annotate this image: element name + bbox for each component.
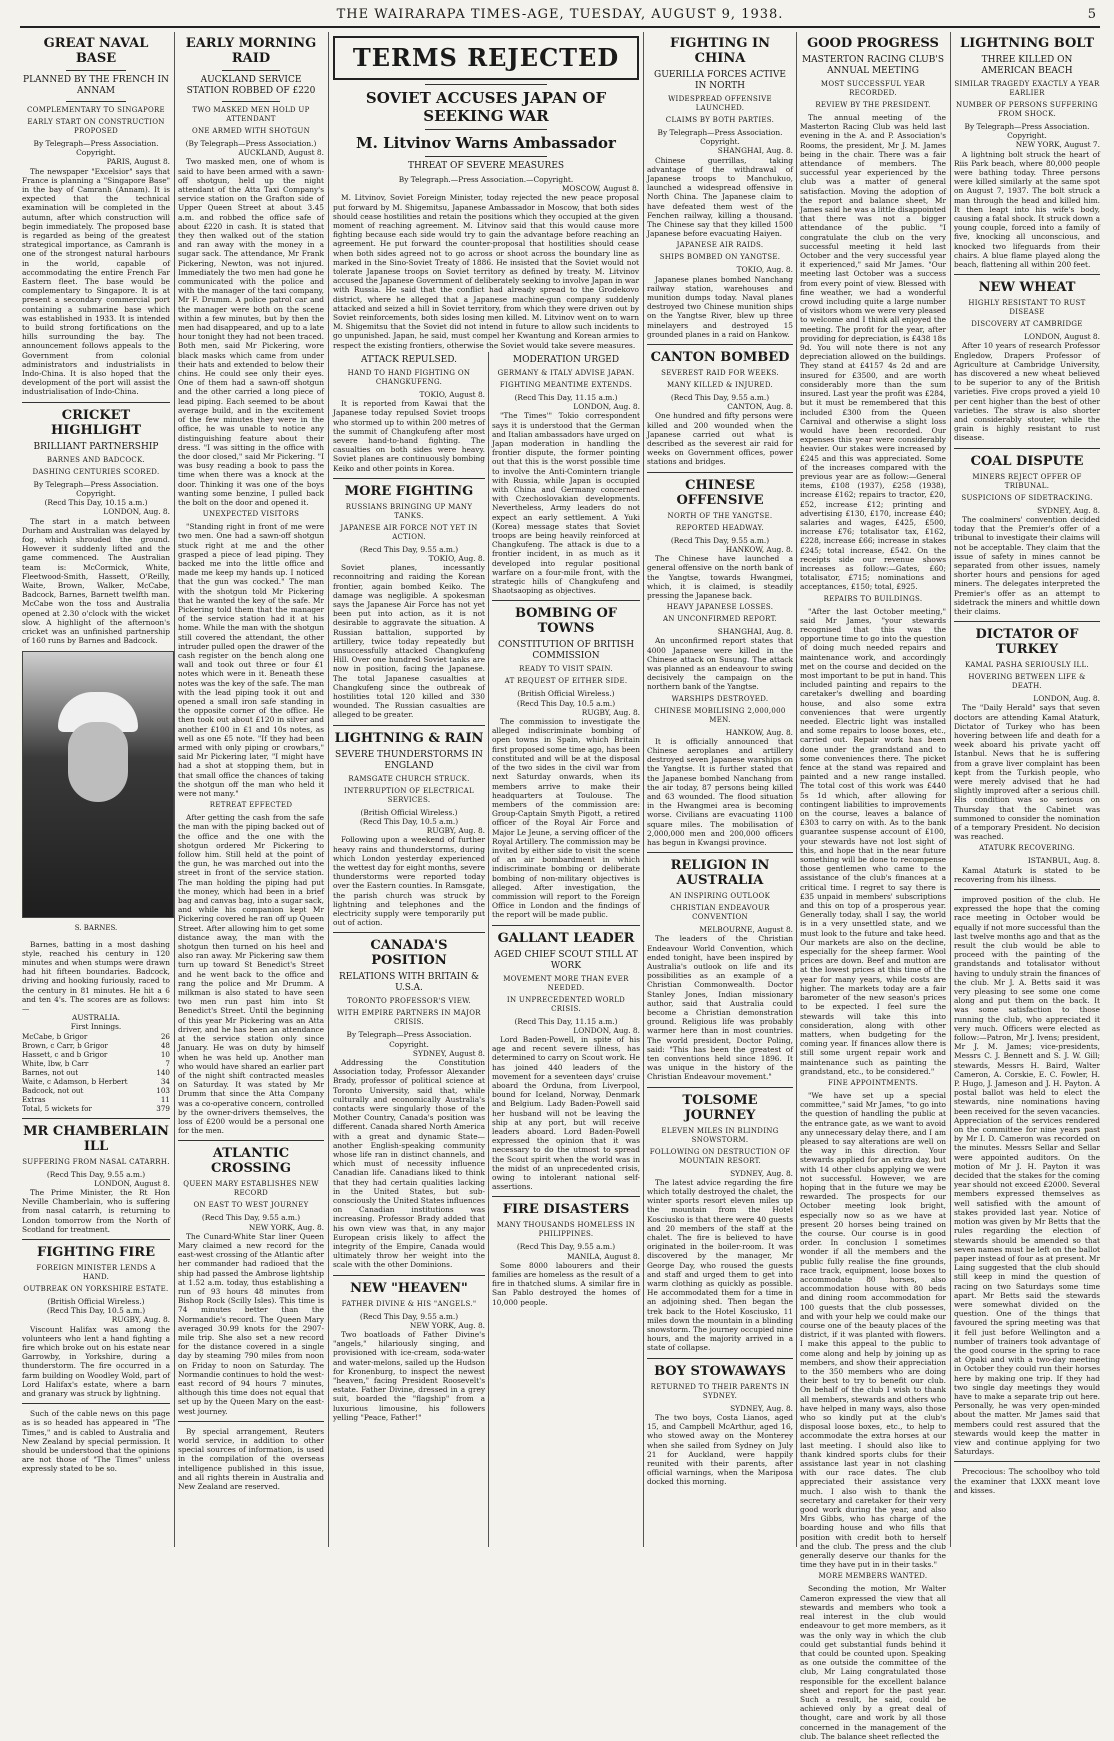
article-body: Chinese guerrillas, taking advantage of the withdrawal of Japanese troops to Manchukuo, launched a widespread offensive in North China. The Japanese claim to have defeated them west of the Fenchen railway, killing a thousand. The Chinese say that they killed 1500 Japanese before evacuating Haiyen.: [647, 155, 793, 239]
article-subhead: CHRISTIAN ENDEAVOUR CONVENTION: [670, 904, 770, 922]
article-subhead: TWO MASKED MEN HOLD UP ATTENDANT: [192, 106, 310, 123]
dateline: RUGBY, Aug. 8.: [426, 826, 485, 836]
dateline: HANKOW, Aug. 8.: [725, 727, 793, 737]
section-subhead: HEAVY JAPANESE LOSSES.: [666, 603, 774, 612]
table-row: Brown, c Carr, b Grigor 48: [22, 1040, 170, 1050]
article-subhead: RELATIONS WITH BRITAIN & U.S.A.: [339, 972, 479, 994]
article-body: "We have set up a special committee," said Mr James, "to go into the question of handling the public at the entrance gate, as we want to avoid any unnecessary delay there, and I am pleased to say alterations are well on the way in this direction. Your stewards applied for an extra day, but with 14 other clubs applying we were not successful. However, we are hoping that in the future we may be rewarded. The prospects for our October meeting look bright, especially now so as we have at present 20 horses being trained on the course. Our course is in good order. In conclusion I sometimes wonder if all the members and the public fully realise the fine grounds, race track, equipment, loose boxes to accommodate 80 horses, also accommodation house with 80 beds and dining room accommodation for 100 guests that the club possesses, and with your help we could make our course one of the beauty places of the district, if it was planted with flowers. I make this appeal to the public to come along and help by joining up as members, and show their appreciation to the 350 members who are doing their best to try to benefit our club. On behalf of the club I wish to thank all members, stewards and others who have helped in many ways, also those who so kindly put at the club's disposal loose boxes, etc., to help to accommodate the extra horses at our last meeting. I should also like to thank kindred sports clubs for their assistance last year in not clashing with our race dates. The club appreciated their assistance very much. I also wish to thank the secretary and caretaker for their very good work during the year, and also Mrs Gibbs, who has charge of the boarding house and who fills that position with credit both to herself and the club. The press and the club generally deserve our thanks for the time they have put in in their tasks.": [800, 1090, 946, 1570]
article-body: The commission to investigate the alleged indiscriminate bombing of open towns in Spain, which Britain first proposed some time ago, has been constituted and will be at the disposal of the two sides in the civil war from next Saturday onwards, when its members arrive to make their headquarters at Toulouse. The members of the commission are: Group-Captain Smyth Pigott, a retired officer of the Royal Air Force and Major Le Jeune, a serving officer of the Royal Artillery. The commission may be invited by either side to visit the scene of an air bombardment in which indiscriminate bombing or deliberate bombing of non-military objectives is alleged. After investigation, the commission will report to the Foreign Office in London and the findings of the report will be made public.: [492, 717, 640, 920]
dateline: LONDON, Aug. 8.: [573, 402, 640, 412]
dateline: PARIS, August 8.: [106, 157, 170, 167]
article-headline: CRICKET HIGHLIGHT: [50, 407, 142, 438]
column-rule: [950, 32, 951, 1547]
dateline: SYDNEY, Aug. 8.: [730, 1168, 793, 1178]
article-body: "After the last October meeting," said Mr James, "your stewards recognised that this was the opportune time to go into the question of doing much needed repairs and maintenance work, and accordingly met on the course and decided on the most important to be put in hand. This included painting and repairs to the caretaker's dwelling and boarding house, and also some extra conveniences that were urgently needed. Electric light was installed and some repairs to loose boxes, etc., carried out. Repair work has been done under the grandstand and to some conveniences there. The picket fence at the stand was repaired and painted and a new range installed. The total cost of this work was £440 5s 1d which, after allowing for contingent liabilities to improvements on the course, leaves a balance of £303 to carry on with. As to the bank guarantee suspense account of £100, your stewards have not lost sight of this, and hope that in the near future something will be done to recompense those gentlemen who came to the assistance of the club's finances at a critical time. I regret to say there is £35 unpaid in members' subscriptions and this on top of a prosperous year. Generally today, shall I say, the world is in a very unsettled state, and we must look to the future and take heed. Our markets are also on the decline, especially for the sheep farmer. Wool prices are down. Beef and mutton are at the lowest prices at this time of the year for many years, while costs are higher. The markets today are a fair barometer of the new season's prices to be expected. I feel sure the stewards will take this into consideration, along with other matters, when budgeting for the coming year. If finances allow there is still some urgent repair work and maintenance such as painting the grandstand, etc., to be considered.": [800, 606, 946, 1076]
article-subhead: WITH EMPIRE PARTNERS IN MAJOR CRISIS.: [337, 1009, 481, 1027]
article-subhead: READY TO VISIT SPAIN.: [519, 665, 613, 674]
article-subhead: AUCKLAND SERVICE STATION ROBBED OF £220: [186, 75, 316, 96]
article-subhead: FIGHTING MEANTIME EXTENDS.: [499, 381, 633, 389]
article-headline: CHINESE OFFENSIVE: [676, 477, 764, 508]
received-time: (Recd This Day, 11.15 a.m.): [514, 1016, 618, 1026]
byline: (By Telegraph—Press Association.): [185, 139, 317, 148]
article-body: The annual meeting of the Masterton Racing Club was held last evening in the A. and P. Association's Rooms, the president, Mr J. M. James being in the chair. There was a fair attendance of members. The successful year experienced by the club was a matter of general satisfaction. Moving the adoption of the report and balance sheet, Mr James said he was a little disappointed that there was not a bigger attendance of the public. "I congratulate the club on the very successful meeting it held last October and the very successful year it experienced," said Mr James. "Our meeting last October was a success from every point of view. Blessed with fine weather, we had a wonderful crowd including quite a large number of visitors whom we were very pleased to welcome and I think all enjoyed the meeting. The profit for the year, after providing for depreciation, is £438 18s 9d. You will note there is not any depreciation allowed on the buildings. They stand at £4157 4s 2d and are insured for £3500, and are worth considerably more than the sum insured. Last year the profit was £284, but it must be remembered that this included £300 from the Queen Carnival and otherwise a slight loss would have been recorded. Our expenses this year were considerably heavier. Our stakes were increased by £245 and this was appreciated. Some of the increases compared with the previous year are as follow:—General items, £108 (1937), £258 (1938), increase £162; repairs to tractor, £20, £52, increase £12; printing and advertising £130, £170, increase £40; salaries and wages, £425, £500, increase £76; totalisator tax, £162, £228, increase £66; increase in stakes £245; total increase, £542. On the receipts side our revenue shows increases as follow:—Gates, £60; totalisator, £715; nominations and acceptances, £150; total, £925.: [800, 113, 947, 592]
article-subhead: TORONTO PROFESSOR'S VIEW.: [347, 997, 471, 1006]
article-subhead: IN UNPRECEDENTED WORLD CRISIS.: [506, 995, 626, 1013]
dateline: ISTANBUL, Aug. 8.: [1027, 856, 1100, 866]
article-subhead: SEVERE THUNDERSTORMS IN ENGLAND: [335, 749, 483, 771]
received-time: (Recd This Day, 9.55 a.m.): [359, 544, 459, 554]
section-subhead: CHINESE MOBILISING 2,000,000 MEN.: [654, 706, 786, 724]
newspaper-title: THE WAIRARAPA TIMES-AGE, TUESDAY, AUGUST 9, 1938.: [336, 7, 784, 22]
article-subhead: NORTH OF THE YANGTSE.: [667, 511, 773, 520]
article-body: The "Daily Herald" says that seven doctors are attending Kamal Ataturk, Dictator of Turkey who has been hovering between life and death for a week aboard his private yacht off Istanbul. News that he is suffering from a grave liver complaint has been kept from the Turkish people, who were merely advised that he had slightly improved after a serious chill. His condition was so serious on Thursday that the Cabinet was summoned to consider the nomination of a temporary President. No decision was reached.: [954, 703, 1100, 842]
received-time: (Recd This Day, 9.55 a.m.): [201, 1213, 301, 1223]
dateline: LONDON, Aug. 8.: [573, 1025, 640, 1035]
dateline: SYDNEY, Aug. 8.: [730, 1403, 793, 1413]
article-subhead: REPORTED HEADWAY.: [675, 523, 765, 532]
article-body: Lord Baden-Powell, in spite of his age and recent severe illness, has determined to carry on Scout work. He has joined 440 leaders of the movement for a seventeen days' cruise aboard the Orduna, from Liverpool, bound for Iceland, Norway, Denmark and Belgium. Lady Baden-Powell said her husband will not be leaving the ship at any port, but will receive leaders aboard. Lord Baden-Powell expressed the opinion that it was necessary to do the utmost to spread the Scout spirit when the world was in the midst of an unprecedented crisis, owing to intolerant national self-assertions.: [492, 1034, 640, 1192]
table-row: Waite, c Adamson, b Herbert 34: [22, 1076, 170, 1086]
lead-headline: TERMS REJECTED: [333, 36, 639, 80]
article-subhead: SIMILAR TRAGEDY EXACTLY A YEAR EARLIER: [954, 80, 1100, 97]
article-subhead: MOVEMENT MORE THAN EVER NEEDED.: [503, 974, 629, 992]
article-headline: COAL DISPUTE: [970, 453, 1084, 469]
article-subhead: HOVERING BETWEEN LIFE & DEATH.: [968, 673, 1086, 691]
dateline: RUGBY, Aug. 8.: [581, 707, 640, 717]
byline: By Telegraph—Press Association. Copyright.: [964, 122, 1090, 141]
article-body: The newspaper "Excelsior" says that France is planning a "Singapore Base" in the bay of Camranh (Annam). It is expected that the technical examination will be completed in the autumn, after which construction will begin immediately. The proposed base is regarded as being of the greatest strategical importance, as Camranh is one of the strongest natural harbours in the world, capable of accommodating the entire French Far Eastern fleet. The base would be complementary to Singapore. It is at present a secondary commercial port containing a submarine base which was established in 1933. It is intended to build strong fortifications on the hills surrounding the bay. The announcement follows appeals to the Government from colonial administrators and industrialists in Indo-China. It is also hoped that the development of the port will assist the industrialisation of Indo-China.: [22, 166, 170, 397]
scorecard: [22, 1032, 170, 1113]
table-row: McCabe, b Grigor 26: [22, 1031, 170, 1041]
article-subhead: BRILLIANT PARTNERSHIP: [33, 441, 159, 452]
dateline: LONDON, Aug. 8.: [1033, 694, 1100, 704]
article-subhead: AN INSPIRING OUTLOOK: [669, 892, 771, 901]
article-body: "The Times'" Tokio correspondent says it is understood that the German and Italian ambassadors have urged on Japan moderation in handling the frontier dispute, the former pointing out that this is the worst possible time to involve the Anti-Comintern triangle with Russia, while Japan is occupied with China and Germany concerned with Czechoslovakian developments. Nevertheless, Army leaders do not expect an early settlement. A Yuki (Korea) message states that Soviet troops are being heavily reinforced at Changkufeng. The attack is due to a frontier incident, in as much as it developed into regular positional warfare on a four-mile front, with the strategic hills of Changkufeng and Shaotsaoping as objectives.: [492, 411, 640, 596]
article-subhead: MANY THOUSANDS HOMELESS IN PHILIPPINES.: [496, 1221, 636, 1239]
article-headline: BOMBING OF TOWNS: [514, 606, 618, 637]
article-headline: TOLSOME JOURNEY: [682, 1092, 758, 1123]
dateline: TOKIO, August 8.: [419, 390, 485, 399]
section-subhead: RETREAT EFFECTED: [209, 801, 293, 810]
scorecard-innings: First Innings.: [70, 1022, 122, 1032]
article-body: Following upon a weekend of further heavy rains and thunderstorms, during which London yesterday experienced the wettest day for eight months, severe thunderstorms were reported today over the Eastern counties. In Ramsgate, the parish church was struck by lightning and telephones and the electricity supply were temporarily put out of action.: [333, 835, 485, 928]
article-subhead: SEVEREST RAID FOR WEEKS.: [661, 369, 779, 378]
article-subhead: NUMBER OF PERSONS SUFFERING FROM SHOCK.: [956, 101, 1098, 118]
received-time: (Recd This Day, 9.55 a.m.): [516, 1242, 616, 1252]
article-headline: FIGHTING IN CHINA: [670, 36, 770, 66]
byline: By Telegraph—Press Association. Copyright.: [346, 1030, 472, 1049]
article-subhead: AGED CHIEF SCOUT STILL AT WORK: [494, 949, 638, 971]
article-subhead: ELEVEN MILES IN BLINDING SNOWSTORM.: [661, 1126, 779, 1144]
article-body: The start in a match between Durham and Australian was delayed by fog, which shrouded the ground. However it suddenly lifted and the game commenced. The Australian team is: McCormick, White, Fleetwood-Smith, Hassett, O'Reilly, Waite, Brown, Walker, McCabe, Badcock, Barnes, Barnett twelfth man. McCabe won the toss and Australia opened at 2.30 o'clock with the wicket slow. A highlight of the afternoon's cricket was an unfinished partnership of 160 runs by Barnes and Badcock.: [22, 516, 170, 646]
dateline: CANTON, Aug. 8.: [727, 402, 793, 412]
section-subhead: JAPANESE AIR RAIDS.: [676, 241, 764, 250]
article-subhead: GERMANY & ITALY ADVISE JAPAN.: [497, 369, 635, 377]
article-body: Viscount Halifax was among the volunteers who lent a hand fighting a fire which broke out on his estate near Garrowby, in Yorkshire, during a thunderstorm. The fire occurred in a farm building on Woodley Wold, part of Lord Halifax's estate, where a barn and granary was struck by lightning.: [22, 1324, 170, 1399]
article-body: improved position of the club. He expressed the hope that the coming race meeting in October would be equally if not more successful than the last twelve months ago and that as the result the club would be able to proceed with the painting of the grandstands and totalisator without having to unduly strain the finances of the club. Mr J. A. Betts said it was very pleasing to see some one come along and put them on the back. It was some satisfaction to those running the club, who appreciated it very much. Officers were elected as follow:—Patron, Mr J. Ivens; president, Mr J. M. James; vice-presidents, Messrs C. J. Bennett and S. J. W. Gill; stewards, Messrs H. Baird, Walter Cameron, A. Corskie, E. C. Fowler, H. P. Hugo, J. Jameson and J. H. Payton. A postal ballot was held to elect the stewards, nine nominations having been received for the seven vacancies. Appreciation of the services rendered on the committee for nine years past by Mr I. D. Cameron was recorded on the minutes. Messrs Sellar and Sellar were appointed auditors. On the motion of Mr J. H. Payton it was decided that the stakes for the coming year should not exceed £2000. Several members expressed themselves as well satisfied with the amount of stakes provided last year. Notice of motion was given by Mr Betts that the rules regarding the election of stewards should be amended so that seven names must be left on the ballot paper instead of four as at present. Mr Laing suggested that the club should still keep in mind the question of racing on two Saturdays some time apart. Mr Betts said the stewards were somewhat divided on the question. One of the things that favoured the spring meeting was that it fell just before Wellington and a number of trainers took advantage of the good course in the spring to race at Opaki and with a two-day meeting in October they could run their horses here by making one trip. If they had two single day meetings they would have to make a separate trip out here. Personally, he was very open-minded about the matter. Mr James said that members could rest assured that the stewards would keep the matter in view and continue applying for two Saturdays.: [954, 894, 1100, 1457]
article-headline: LIGHTNING BOLT: [959, 36, 1095, 51]
dateline: AUCKLAND, August 8.: [238, 148, 324, 158]
section-subhead: UNEXPECTED VISITORS: [202, 510, 300, 519]
photo-caption: S. BARNES.: [74, 924, 118, 933]
received-time: (Recd This Day, 10.5 a.m.): [359, 816, 459, 826]
scorecard-team: AUSTRALIA.: [72, 1013, 120, 1023]
article-body: The two boys, Costa Lianos, aged 15, and Campbell McArthur, aged 16, who stowed away on the Monterey when she sailed from Sydney on July 21 for Auckland, were happily reunited with their parents, after official warnings, when the Mariposa docked this morning.: [647, 1412, 793, 1487]
dateline: RUGBY, Aug. 8.: [111, 1315, 170, 1325]
lead-subhead: SOVIET ACCUSES JAPAN OF SEEKING WAR: [365, 89, 607, 125]
article-body: An unconfirmed report states that 4000 Japanese were killed in the Chinese attack on Susung. The attack was planned as an endeavour to swing decisively the campaign on the northern bank of the Yangtse.: [647, 636, 793, 692]
table-row: Hassett, c and b Grigor 10: [22, 1049, 170, 1059]
dateline: NEW YORK, August 7.: [1015, 140, 1100, 150]
article-headline: ATLANTIC CROSSING: [210, 1146, 292, 1177]
dateline: MOSCOW, August 8.: [561, 184, 639, 194]
article-subhead: FOREIGN MINISTER LENDS A HAND.: [36, 1264, 156, 1281]
article-body: The leaders of the Christian Endeavour World Convention, which ended tonight, have been inspired by Australia's outlook on life and its possibilities as an example of a Christian Commonwealth. Doctor Stanley Jones, Indian missionary author, said that Australia could become a Christian demonstration ground. Religious life was probably warmer here than in most countries. The world president, Doctor Poling, said: "This has been the greatest of ten conventions held since 1896. It was unique in the history of the Christian Endeavour movement.": [647, 934, 793, 1082]
article-body: One hundred and fifty persons were killed and 200 wounded when the Japanese carried out what is described as the severest air raid for weeks on Government offices, power stations and bridges.: [647, 411, 793, 467]
column-4: [492, 352, 640, 1547]
page-number: 5: [1087, 7, 1096, 22]
section-subhead: MORE MEMBERS WANTED.: [818, 1572, 928, 1581]
player-photo: [22, 651, 174, 918]
lead-subhead-2: M. Litvinov Warns Ambassador: [356, 134, 616, 152]
article-headline: RELIGION IN AUSTRALIA: [670, 858, 770, 889]
table-row: Barnes, not out 140: [22, 1067, 170, 1077]
received-time: (Recd This Day, 10.5 a.m.): [46, 1306, 146, 1316]
dateline: MANILA, August 8.: [567, 1251, 640, 1261]
article-body: It is reported from Kawai that the Japanese today repulsed Soviet troops who stormed up to within 200 metres of the summit of Changkufeng after most severe hand-to-hand fighting. The casualties on both sides were heavy. Soviet planes are continuously bombing Keiko and other points in Korea.: [333, 399, 485, 473]
article-subhead: PLANNED BY THE FRENCH IN ANNAM: [23, 75, 169, 96]
dateline: SHANGHAI, Aug. 8.: [717, 627, 793, 637]
article-headline: FIGHTING FIRE: [37, 1245, 155, 1260]
byline: By Telegraph.—Press Association.—Copyright.: [398, 175, 574, 184]
article-body: Some 8000 labourers and their families are homeless as the result of a fire in thatched slums. A similar fire in San Pablo destroyed the homes of 10,000 people.: [492, 1260, 640, 1307]
received-time: (Recd This Day, 9.55 a.m.): [359, 1311, 459, 1321]
article-headline: GOOD PROGRESS: [807, 36, 939, 51]
article-headline: EARLY MORNING RAID: [185, 36, 317, 66]
article-subhead: QUEEN MARY ESTABLISHES NEW RECORD: [183, 1180, 319, 1198]
table-row: Total, 5 wickets for 379: [22, 1103, 170, 1113]
filler-note: Precocious: The schoolboy who told the examiner that LXXX meant love and kisses.: [954, 1467, 1100, 1495]
article-headline: GREAT NAVAL BASE: [43, 36, 149, 66]
article-body: It is officially announced that Chinese aeroplanes and artillery destroyed seven Japanese warships on the Yangtse. It is further stated that the Japanese bombed Nanchang from the air today, 87 persons being killed and 63 wounded. The flood situation in the Hwangmei area is becoming worse. Civilians are evacuating 1100 square miles. The mobilisation of 2,000,000 men and 200,000 officers has begun in Kwangsi province.: [647, 736, 793, 847]
article-body: Seconding the motion, Mr Walter Cameron expressed the view that all stewards and members who took a real interest in the club would endeavour to get more members, as it was the only way in which the club could get substantial funds behind it that could be counted upon. Speaking as one outside the committee of the club, Mr Laing congratulated those responsible for the excellent balance sheet and report for the past year. Such a result, he said, could be achieved only by a great deal of thought, care and work by all those concerned in the management of the club. The balance sheet reflected the: [800, 1584, 946, 1741]
article-body: The Chinese have launched a general offensive on the north bank of the Yangtse, towards Hwangmei, which, it is claimed, is steadily pressing the Japanese back.: [647, 554, 793, 600]
article-subhead: INTERRUPTION OF ELECTRICAL SERVICES.: [344, 786, 474, 804]
article-headline: BOY STOWAWAYS: [654, 1363, 786, 1379]
article-subhead: RAMSGATE CHURCH STRUCK.: [348, 774, 470, 783]
article-subhead: MASTERTON RACING CLUB'S ANNUAL MEETING: [801, 55, 945, 76]
column-2: [178, 32, 324, 1547]
article-body: After 10 years of research Professor Engledow, Drapers Professor of Agriculture at Cambridge University, has discovered a new wheat believed to be superior to any of the British varieties. Five crops proved a yield 10 per cent higher than the best of other varieties. The straw is also shorter and considerably stouter, while the grain is highly resistant to rust disease.: [954, 341, 1100, 443]
article-headline: MORE FIGHTING: [344, 483, 474, 499]
article-subhead: MOST SUCCESSFUL YEAR RECORDED.: [820, 80, 926, 97]
article-headline: NEW "HEAVEN": [350, 1280, 468, 1296]
byline: By Telegraph—Press Association. Copyright.: [33, 479, 159, 498]
dateline: NEW YORK, Aug. 8.: [248, 1222, 324, 1232]
dateline: NEW YORK, Aug. 8.: [409, 1320, 485, 1330]
article-subhead: WIDESPREAD OFFENSIVE LAUNCHED.: [668, 95, 772, 112]
article-body: The Prime Minister, the Rt Hon Neville Chamberlain, who is suffering from nasal catarrh, is returning to London tomorrow from the North of Scotland for treatment.: [22, 1187, 170, 1234]
dateline: LONDON, August 8.: [94, 1178, 170, 1188]
column-rule: [328, 32, 329, 1547]
article-body: After getting the cash from the safe the man with the piping backed out of the office and the one with the shotgun ordered Mr Pickering to follow him. Still held at the point of the gun, he was marched out into the street in front of the service station. The man holding the piping had put the money, which had been in a brief bag and canvas bag, into a sugar sack, and while his companion kept Mr Pickering covered he ran off up Queen Street. After allowing him to get some distance away, the man with the shotgun then turned on his heel and also ran away. Mr Pickering saw them turn up toward St Benedict's Street and he went back to the office and rang the police and Mr Drumm. A milkman is also stated to have seen two men run past him into St Benedict's Street. Until the beginning of this year Mr Pickering was an Atta driver, and he has been an attendance at the service station only since January. He was on duty by himself when he was held up. Another man who would have shared an earlier part of the night shift contracted measles on Saturday. It was stated by Mr Drumm that since the Atta Company was a co-operative concern, controlled by the owner-drivers themselves, the loss of £200 would be a personal one for the men.: [178, 813, 324, 1136]
article-subhead: ON EAST TO WEST JOURNEY: [193, 1201, 309, 1210]
article-headline: LIGHTNING & RAIN: [334, 730, 484, 746]
lead-subhead-3: THREAT OF SEVERE MEASURES: [407, 161, 565, 171]
article-subhead: JAPANESE AIR FORCE NOT YET IN ACTION.: [340, 523, 478, 541]
article-headline: NEW WHEAT: [978, 280, 1076, 296]
dateline: LONDON, August 8.: [1024, 332, 1100, 342]
dateline: TOKIO, Aug. 8.: [736, 265, 793, 275]
column-rule: [796, 32, 797, 1547]
article-subhead: MANY KILLED & INJURED.: [666, 381, 774, 390]
column-5: [647, 32, 793, 1547]
section-subhead: REPAIRS TO BUILDINGS.: [823, 594, 923, 603]
article-subhead: EARLY START ON CONSTRUCTION PROPOSED: [27, 118, 165, 135]
article-subhead: FOLLOWING ON DESTRUCTION OF MOUNTAIN RESORT.: [649, 1147, 791, 1165]
article-subhead: DASHING CENTURIES SCORED.: [32, 467, 160, 476]
dateline: SYDNEY, August 8.: [412, 1048, 485, 1058]
section-subhead: WARSHIPS DESTROYED.: [671, 694, 769, 703]
copyright-note: Such of the cable news on this page as is so headed has appeared in "The Times," and is cabled to Australia and New Zealand by special permission. It should be understood that the opinions are not those of "The Times" unless expressly stated to be so.: [22, 1409, 170, 1474]
article-body: The latest advice regarding the fire which totally destroyed the chalet, the winter sports resort eleven miles up the mountain from the Hotel Kosciusko is that there were 40 guests and 20 members of the staff at the chalet. The fire is believed to have originated in the boiler-room. It was discovered by the manager, Mr George Day, who roused the guests and staff and urged them to get into warm clothing as quickly as possible. He accommodated them for a time in an adjoining shed. Then began the trek back to the Hotel Kosciusko, 11 miles down the mountain in a blinding snowstorm. The journey occupied nine hours, and the majority arrived in a state of collapse.: [647, 1177, 793, 1353]
table-row: White, lbw, b Carr 7: [22, 1058, 170, 1068]
article-headline: ATTACK REPULSED.: [361, 355, 457, 365]
article-subhead: REVIEW BY THE PRESIDENT.: [815, 101, 931, 109]
received-time: (Recd This Day, 9.55 a.m.): [670, 535, 770, 545]
article-subhead: SUFFERING FROM NASAL CATARRH.: [22, 1157, 170, 1166]
received-time: (Recd This Day, 11.15 a.m.): [514, 393, 618, 402]
article-headline: FIRE DISASTERS: [502, 1202, 630, 1218]
article-headline: CANADA'S POSITION: [370, 938, 448, 969]
dateline: SHANGHAI, Aug. 8.: [717, 146, 793, 156]
article-headline: DICTATOR OF TURKEY: [975, 627, 1079, 658]
article-subhead: GUERILLA FORCES ACTIVE IN NORTH: [654, 70, 786, 91]
article-subhead: HAND TO HAND FIGHTING ON CHANGKUFENG.: [347, 369, 471, 386]
byline: By Telegraph—Press Association. Copyright.: [33, 139, 159, 158]
reuters-note: By special arrangement, Reuters world service, in addition to other special sources of information, is used in the compilation of the overseas intelligence published in this issue, and all rights therein in Australia and New Zealand are reserved.: [178, 1426, 324, 1492]
article-subhead: HIGHLY RESISTANT TO RUST DISEASE: [968, 299, 1086, 317]
article-subhead: AT REQUEST OF EITHER SIDE.: [504, 677, 628, 686]
table-row: Badcock, not out 103: [22, 1085, 170, 1095]
article-body: The coalminers' convention decided today that the Premier's offer of a tribunal to investigate their claims will not be acceptable. They claim that the issue of safety in mines cannot be separated from other issues, namely shorter hours and pensions for aged miners. The delegates interpreted the Premier's offer as an attempt to sidetrack the miners and whittle down their claims.: [954, 514, 1100, 616]
article-body: A lightning bolt struck the heart of Riis Park beach, where 80,000 people were bathing today. Three persons were killed similarly at the same spot on August 7, 1937. The bolt struck a man through the head and killed him. It then leapt into his wife's body, causing a fatal shock. It struck down a young couple, forced into a family of five, knocking all unconscious, and knocked two lifeguards from their chairs. A blue flame played along the beach, flattening all within 200 feet.: [954, 149, 1100, 270]
article-subhead: OUTBREAK ON YORKSHIRE ESTATE.: [23, 1285, 169, 1293]
article-subhead: BARNES AND BADCOCK.: [46, 455, 146, 464]
dateline: LONDON, Aug. 8.: [103, 507, 170, 517]
dateline: MELBOURNE, August 8.: [699, 925, 793, 935]
article-subhead: SUSPICIONS OF SIDETRACKING.: [961, 493, 1093, 502]
byline: (British Official Wireless.): [517, 689, 615, 699]
section-subhead: SHIPS BOMBED ON YANGTSE.: [659, 253, 781, 262]
article-subhead: MINERS REJECT OFFER OF TRIBUNAL.: [972, 472, 1082, 490]
column-rule: [488, 352, 489, 1547]
lead-story: [333, 32, 639, 350]
dateline: HANKOW, Aug. 8.: [725, 544, 793, 554]
column-1: [22, 32, 170, 1547]
article-body: Two masked men, one of whom is said to have been armed with a sawn-off shotgun, held up the night attendant of the Atta Taxi Company's service station on the Grafton side of Upper Queen Street at about 3.45 a.m. and robbed the office safe of about £220 in cash. It is stated that they then walked out of the station and ran away with the money in a sugar sack. The attendance, Mr Frank Pickering, Newton, was not injured. Immediately the two men had gone he communicated with the police and with the manager of the taxi company, Mr F. Drumm. A police patrol car and the manager were both on the scene within a few minutes, but by then the men had disappeared, and up to a late hour tonight they had not been traced. Both men, said Mr Pickering, wore black masks which came from under their hats and extended to below their chins. He could see only their eyes. One of them had a sawn-off shotgun and the other carried a long piece of lead piping. Each seemed to be about average build, and in the excitement of the few minutes they were in the office, he was unable to notice any distinguishing feature about their dress. "I was sitting in the office with the door closed," said Mr Pickering. "I was busy reading a book to pass the time when there was a knock at the door. Thinking it was one of the boys wanting some benzine, I pulled back the bolt on the door and opened it.: [178, 157, 324, 507]
article-subhead: CLAIMS BY BOTH PARTIES.: [665, 116, 775, 124]
article-subhead: RUSSIANS BRINGING UP MANY TANKS.: [345, 502, 473, 520]
column-rule: [174, 32, 175, 1547]
column-rule: [643, 32, 644, 1547]
article-subhead: KAMAL PASHA SERIOUSLY ILL.: [965, 661, 1089, 670]
byline: By Telegraph—Press Association. Copyright.: [657, 128, 783, 147]
column-7: [954, 32, 1100, 1547]
article-subhead: THREE KILLED ON AMERICAN BEACH: [981, 55, 1073, 76]
article-headline: MODERATION URGED: [512, 355, 620, 365]
section-subhead: ATATURK RECOVERING.: [979, 844, 1075, 853]
dateline: TOKIO, Aug. 8.: [428, 554, 485, 564]
masthead: [20, 4, 1100, 28]
received-time: (Recd This Day, 9.55 a.m.): [670, 393, 770, 403]
face: [68, 722, 128, 802]
article-subhead: RETURNED TO THEIR PARENTS IN SYDNEY.: [650, 1382, 790, 1400]
column-6: [800, 32, 947, 1741]
article-body: Two boatloads of Father Divine's "angels," hilariously singing, and provisioned with ice-cream, soda-water and water-melons, sailed up the Hudson for Kronenburg, to inspect the newest "heaven," facing President Roosevelt's estate. Father Divine, dressed in a grey suit, boarded the "flagship" from a luxurious limousine, his followers yelling "Peace, Father!": [333, 1330, 485, 1422]
dateline: SYDNEY, Aug. 8.: [1037, 505, 1100, 515]
article-body: Soviet planes, incessantly reconnoitring and raiding the Korean frontier, again bombed Keiko. The damage was negligible. A spokesman says the Japanese Air Force has not yet been put into action, as it is not desirable to aggravate the situation. A Russian battalion, supported by artillery, twice today repeatedly but unsuccessfully attacked Changkufeng Hill. Over one hundred Soviet tanks are now in position, facing the Japanese. The total Japanese casualties at Changkufeng since the outbreak of hostilities total 120 killed and 330 wounded. The Russian casualties are alleged to be greater.: [333, 563, 485, 720]
article-body: The Cunard-White Star liner Queen Mary claimed a new record for the east-west crossing of the Atlantic after her commander had radioed that the ship had passed the Ambrose lightship at 1.52 a.m. today, thus establishing a run of 93 hours 48 minutes from Bishop Rock (Scilly Isles). This time is 74 minutes better than the Normandie's record. The Queen Mary averaged 30.99 knots for the 2907-mile trip. She also set a new record for the distance covered in a single day by steaming 790 miles from noon on Friday to noon on Saturday. The Normandie continues to hold the west-east record of 94 hours 7 minutes, although this time does not equal that set up by the Queen Mary on the east-west journey.: [178, 1231, 324, 1416]
article-subhead: DISCOVERY AT CAMBRIDGE: [971, 320, 1083, 329]
section-subhead: AN UNCONFIRMED REPORT.: [662, 615, 778, 624]
table-row: Extras 11: [22, 1094, 170, 1104]
article-subhead: CONSTITUTION OF BRITISH COMMISSION: [497, 640, 635, 662]
article-subhead: FATHER DIVINE & HIS "ANGELS.": [341, 1299, 477, 1308]
received-time: (Recd This Day, 10.15 a.m.): [44, 498, 148, 508]
article-body: Addressing the Constitution Association today, Professor Alexander Brady, professor of political science at Toronto University, said that, while culturally and economically Australia's contacts were singularly those of the Mother Country, Canada's position was different. Canada shared North America with a great and dynamic State—another English-speaking community whose life ran in distinct channels, and which must of necessity influence Canadian life. Canadians liked to think that they had certain qualities lacking in the United States, but sub-consciously the United States influences on Canadian institutions was increasing. Professor Brady added that his own view was that, in any major European crisis likely to affect the integrity of the Empire, Canada would ultimately throw her weight into the scale with the other Dominions.: [333, 1057, 485, 1270]
received-time: (Recd This Day, 10.5 a.m.): [516, 698, 616, 708]
column-3: [333, 352, 485, 1547]
article-body: Barnes, batting in a most dashing style, reached his century in 120 minutes and when stumps were drawn had hit fifteen boundaries. Badcock, driving and hooking furiously, raced to the century in 81 minutes. He hit a 6 and ten 4's. The scores are as follows:—: [22, 939, 170, 1013]
article-body: M. Litvinov, Soviet Foreign Minister, today rejected the new peace proposal put forward by M. Shigemitsu, Japanese Ambassador in Moscow, that both sides should cease hostilities and retain the positions which they occupied at the given moment of reaching agreement. M. Litvinov said that this would cause more fighting because each side would try to gain the advantage before reaching an agreement. He put forward the counter-proposal that hostilities should cease when both sides agreed not to go across or shoot across the boundary line as marked in the Sino-Soviet Treaty of 1886. He insisted that the Soviet would not tolerate Japanese troops on Soviet territory as defined by treaty. M. Litvinov accused the Japanese Government of deliberately seeking to involve Japan in war with Russia. He said that the conflict had already spread to the Grodekovo district, where he alleged that a Japanese machine-gun company suddenly attacked and seized a hill in Soviet territory, from which they were driven out by Soviet reinforcements, both sides losing men killed. M. Litvinov went on to warn M. Shigemitsu that the Soviet did not intend in future to allow such incidents to go unpunished. Japan, he said, must compel her Kwantung and Korean armies to respect the existing frontiers, otherwise the Soviet would take severe measures.: [333, 193, 639, 350]
article-body: Japanese planes bombed Nanchang railway station, warehouses and munition dumps today. Naval planes destroyed two Chinese munition ships on the Yangtse River, blew up three minelayers and destroyed 15 grounded planes in a raid on Hankow.: [647, 274, 793, 339]
section-subhead: FINE APPOINTMENTS.: [827, 1078, 919, 1087]
article-subhead: ONE ARMED WITH SHOTGUN: [191, 127, 311, 135]
article-headline: GALLANT LEADER: [497, 930, 635, 946]
byline: (British Official Wireless.): [360, 807, 458, 817]
article-body: Kamal Ataturk is stated to be recovering from his illness.: [954, 865, 1100, 884]
article-headline: CANTON BOMBED: [650, 350, 790, 366]
article-headline: MR CHAMBERLAIN ILL: [23, 1123, 169, 1154]
article-body: "Standing right in front of me were two men. One had a sawn-off shotgun stuck right at me and the other grasped a piece of lead piping. They backed me into the little office and made me keep my hands up. I noticed that the gun was cocked." The man with the shotgun told Mr Pickering that he wanted the key of the safe. Mr Pickering told them that the manager of the service station had it at his home. While the man with the shotgun still covered the attendant, the other intruder pulled open the drawer of the cash register on the bench along one wall and took out three or four £1 notes which were in it. Beneath these notes was the key of the safe. The man with the lead piping took it out and opened a small iron safe standing in the opposite corner of the office. He then took out about £120 in silver and another £100 in £1 and 10s notes, as well as one £5 note. "If they had been armed with only piping or crowbars," said Mr Pickering later, "I might have had a shot at stopping them, but in that small office the chances of taking the shotgun off the man who held it were not many.": [178, 522, 324, 799]
received-time: (Recd This Day, 9.55 a.m.): [46, 1169, 146, 1179]
article-subhead: COMPLEMENTARY TO SINGAPORE: [27, 106, 165, 114]
byline: (British Official Wireless.): [47, 1297, 145, 1306]
